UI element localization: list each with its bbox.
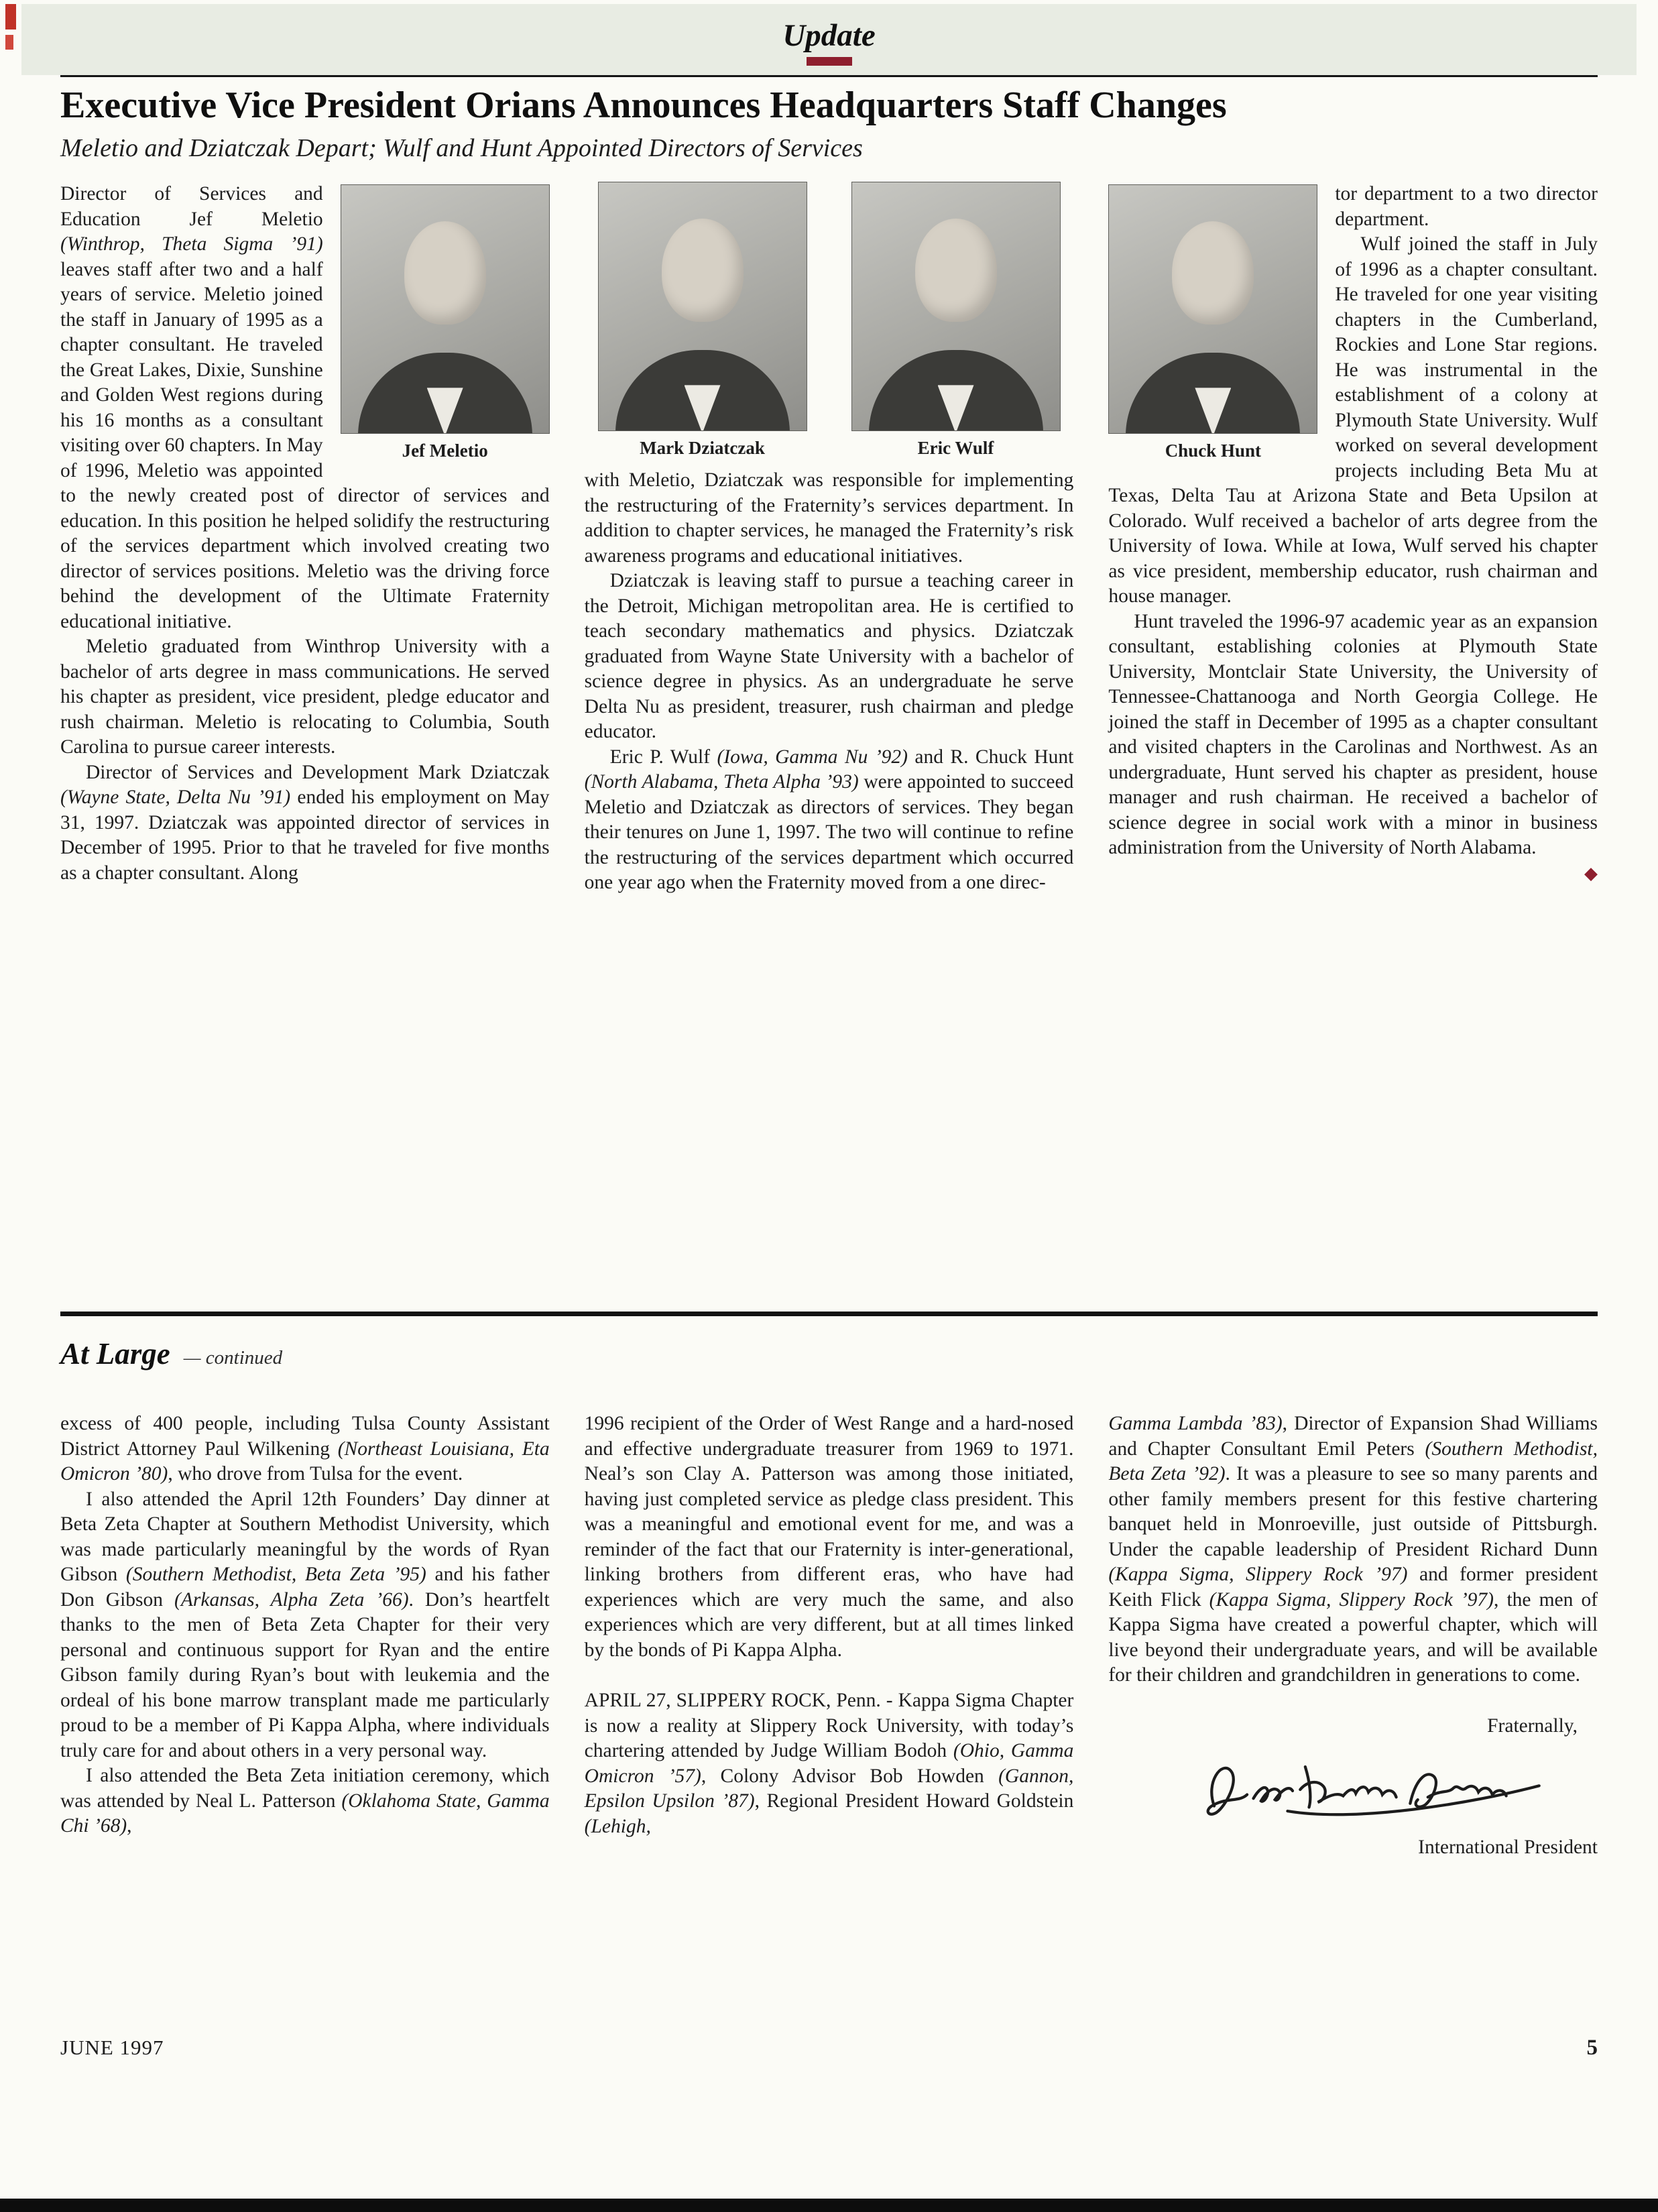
- signer-title: International President: [1418, 1837, 1598, 1858]
- article-subhead: Meletio and Dziatczak Depart; Wulf and Hunt Appointed Directors of Services: [60, 134, 863, 163]
- photo-row: [585, 182, 1074, 459]
- paragraph: I also attended the April 12th Founders’ Day dinner at Beta Zeta Chapter at Southern Methodist University, which was made particularly meaningful by the words of Ryan Gibson (Southern Methodist, Beta Zeta ’95) and his father Don Gibson (Arkansas, Alpha Zeta ’66). Don’s heartfelt thanks to the men of Beta Zeta Chapter for their very personal and continuous support for Ryan and the entire Gibson family during Ryan’s bout with leukemia and the ordeal of his bone marrow transplant made me particularly proud to be a member of Pi Kappa Alpha, where individuals truly care for and about others in a very personal way.: [60, 1488, 550, 1761]
- photo-eric-wulf: [851, 182, 1061, 459]
- portrait-head: [662, 219, 744, 322]
- section-title-underline: [807, 57, 852, 66]
- portrait-head: [404, 221, 486, 325]
- article-column-3: [1108, 182, 1598, 896]
- closing-salutation: Fraternally,: [1487, 1714, 1578, 1737]
- photo-caption: Eric Wulf: [917, 438, 994, 459]
- paragraph: Hunt traveled the 1996-97 academic year as an expansion consultant, establishing colonies at Plymouth State University, Montclair State University, the University of Tennessee-Chattanooga and North Georgia College. He joined the staff in December of 1995 as a chapter consultant and visited chapters in the Carolinas and Northwest. As an undergraduate, Hunt served his chapter as president, house manager and rush chairman. He received a bachelor of science degree in social work with a minor in business administration from the University of North Alabama.: [1108, 610, 1598, 859]
- page-footer: [60, 2036, 1598, 2060]
- portrait-photo: [851, 182, 1061, 431]
- at-large-section: [60, 1312, 1598, 1861]
- at-large-column-2: [585, 1411, 1074, 1861]
- paragraph: I also attended the Beta Zeta initiation ceremony, which was attended by Neal L. Patterson (Oklahoma State, Gamma Chi ’68),: [60, 1765, 550, 1837]
- paragraph: Dziatczak is leaving staff to pursue a teaching career in the Detroit, Michigan metropolitan area. He is certified to teach secondary mathematics and physics. Dziatczak graduated from Wayne State University with a bachelor of science degree in physics. As an undergraduate he serve Delta Nu as president, treasurer, rush chairman and pledge educator.: [584, 570, 1074, 743]
- paragraph: Gamma Lambda ’83), Director of Expansion Shad Williams and Chapter Consultant Emil Peters (Southern Methodist, Beta Zeta ’92). It was a pleasure to see so many parents and other family members present for this festive chartering banquet held in Monroeville, just outside of Pittsburgh. Under the capable leadership of President Richard Dunn (Kappa Sigma, Slippery Rock ’97) and former president Keith Flick (Kappa Sigma, Slippery Rock ’97), the men of Kappa Sigma have created a powerful chapter, which will live beyond their undergraduate years, and will be available for their children and grandchildren in generations to come.: [1108, 1413, 1598, 1686]
- photo-jef-meletio: [341, 184, 550, 461]
- signature-john-michael-williams: [1182, 1745, 1557, 1834]
- scan-edge-bar: [0, 2199, 1658, 2212]
- end-of-article-mark: ◆: [1584, 863, 1598, 883]
- paragraph: APRIL 27, SLIPPERY ROCK, Penn. - Kappa Sigma Chapter is now a reality at Slippery Rock University, with today’s chartering attended by Judge William Bodoh (Ohio, Gamma Omicron ’57), Colony Advisor Bob Howden (Gannon, Epsilon Upsilon ’87), Regional President Howard Goldstein (Lehigh,: [584, 1690, 1074, 1837]
- article-area: [0, 75, 1658, 896]
- paragraph: tor department to a two director department.: [1335, 183, 1598, 230]
- continued-label: — continued: [183, 1347, 283, 1369]
- issue-date: JUNE 1997: [60, 2036, 164, 2059]
- photo-chuck-hunt: [1108, 184, 1317, 461]
- paragraph: excess of 400 people, including Tulsa County Assistant District Attorney Paul Wilkening (Northeast Louisiana, Eta Omicron ’80), who drove from Tulsa for the event.: [60, 1413, 550, 1485]
- photo-caption: Jef Meletio: [402, 441, 488, 461]
- article-column-1: [60, 182, 550, 896]
- headline-rule: [60, 75, 1598, 77]
- section-title: Update: [782, 18, 876, 53]
- article-body: [60, 182, 1598, 896]
- paragraph: Eric P. Wulf (Iowa, Gamma Nu ’92) and R. Chuck Hunt (North Alabama, Theta Alpha ’93) were appointed to succeed Meletio and Dziatczak as directors of services. They began their tenures on June 1, 1997. The two will continue to refine the restructuring of the services department which occurred one year ago when the Fraternity moved from a one direc-: [584, 746, 1074, 894]
- at-large-column-1: [60, 1411, 550, 1861]
- portrait-photo: [1108, 184, 1317, 434]
- paragraph: Director of Services and Education Jef Meletio (Winthrop, Theta Sigma ’91) leaves staff after two and a half years of service. Meletio joined the staff in January of 1995 as a chapter consultant. He traveled the Great Lakes, Dixie, Sunshine and Golden West regions during his 16 months as a consultant visiting over 60 chapters. In May of 1996, Meletio was appointed to the newly created post of director of services and education. In this position he helped solidify the restructuring of the services department which involved creating two director of services positions. Meletio was the driving force behind the development of the Ultimate Fraternity educational initiative.: [60, 183, 550, 632]
- portrait-head: [1172, 221, 1254, 325]
- masthead: [0, 0, 1658, 66]
- at-large-body: [60, 1411, 1598, 1861]
- photo-mark-dziatczak: [598, 182, 807, 459]
- paragraph: Director of Services and Development Mark Dziatczak (Wayne State, Delta Nu ’91) ended his employment on May 31, 1997. Dziatczak was appointed director of services in December of 1995. Prior to that he traveled for five months as a chapter consultant. Along: [60, 761, 550, 884]
- paragraph: 1996 recipient of the Order of West Range and a hard-nosed and effective undergraduate treasurer from 1969 to 1971. Neal’s son Clay A. Patterson was among those initiated, having just completed service as pledge class president. This was a meaningful and emotional event for me, and was a reminder of the fact that our Fraternity is inter-generational, linking brothers from different eras, who have had experiences which are very much the same, and also experiences which are very different, but at all times linked by the bonds of Pi Kappa Alpha.: [584, 1413, 1074, 1661]
- paragraph: Wulf joined the staff in July of 1996 as a chapter consultant. He traveled for one year visiting chapters in the Cumberland, Rockies and Lone Star regions. He was instrumental in the establishment of a colony at Plymouth State University. Wulf worked on several development projects including Beta Mu at Texas, Delta Tau at Arizona State and Beta Upsilon at Colorado. Wulf received a bachelor of arts degree from the University of Iowa. While at Iowa, Wulf served his chapter as vice president, membership educator, rush chairman and house manager.: [1108, 233, 1598, 607]
- at-large-heading: [60, 1336, 1598, 1371]
- page-number: 5: [1586, 2036, 1598, 2060]
- photo-caption: Mark Dziatczak: [640, 438, 765, 459]
- photo-caption: Chuck Hunt: [1165, 441, 1261, 461]
- portrait-head: [915, 219, 997, 322]
- at-large-title: At Large: [60, 1337, 170, 1371]
- section-divider-rule: [60, 1312, 1598, 1316]
- article-headline: Executive Vice President Orians Announces Headquarters Staff Changes: [60, 84, 1227, 126]
- at-large-column-3: [1108, 1411, 1598, 1861]
- article-column-2: [585, 182, 1074, 896]
- portrait-photo: [598, 182, 807, 431]
- portrait-photo: [341, 184, 550, 434]
- paragraph: Meletio graduated from Winthrop University with a bachelor of arts degree in mass communications. He served his chapter as president, vice president, pledge educator and rush chairman. Meletio is relocating to Columbia, South Carolina to pursue career interests.: [60, 636, 550, 758]
- paragraph: with Meletio, Dziatczak was responsible for implementing the restructuring of the Fraternity’s services department. In addition to chapter services, he managed the Fraternity’s risk awareness programs and educational initiatives.: [584, 469, 1074, 567]
